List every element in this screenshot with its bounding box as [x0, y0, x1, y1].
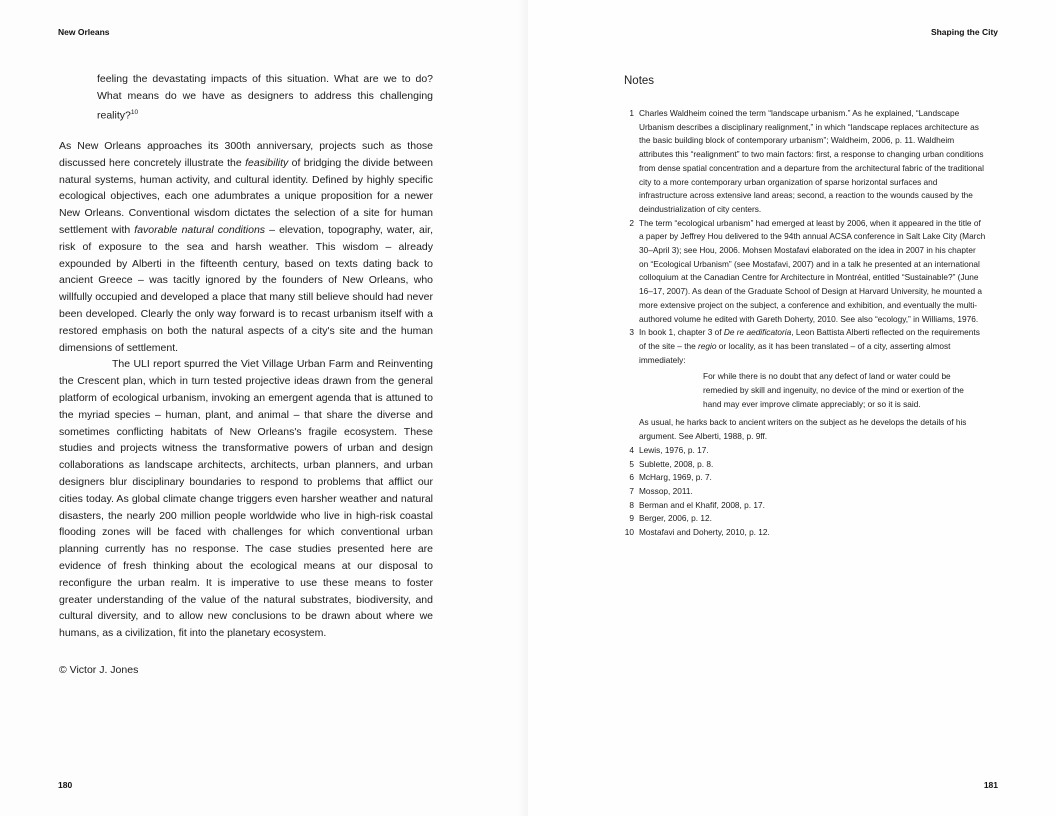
emphasis: regio [698, 340, 717, 351]
text-run: – elevation, topography, water, air, risk of exposure to the sea and harsh weather. This wisdom – already expounded by Alberti in the fifteenth century, based on texts dating back to ancient Greece – was tacitly ignored by the founders of New Orleans, who willfully occupied and developed a place that many still believe should had never been developed. Clearly the only way forward is to recast urbanism itself with a restored emphasis on both the natural aspects of a city's site and the human dimensions of settlement. [59, 223, 433, 354]
endnote-ref: 10 [130, 108, 139, 116]
note-text: Mossop, 2011. [639, 485, 693, 496]
note-item [624, 471, 986, 485]
note-number: 10 [624, 527, 634, 538]
text-run: In book 1, chapter 3 of [639, 327, 724, 338]
text-run: , Leon Battista Alberti reflected on the requirements of the site – the [639, 327, 980, 351]
text-run: As New Orleans approaches its 300th anniversary, projects such as those discussed here concretely illustrate the [59, 140, 433, 169]
note-number: 7 [629, 485, 634, 496]
running-head-right: Shaping the City [930, 27, 998, 37]
emphasis: favorable natural conditions [134, 223, 266, 236]
text-run: or locality, as it has been translated – of a city, asserting almost immediately: [639, 340, 951, 365]
note-text: Sublette, 2008, p. 8. [639, 458, 714, 469]
note-text [639, 326, 986, 367]
note-item [624, 526, 986, 540]
note-text: As usual, he harks back to ancient writers on the subject as he develops the details of his argument. See Alberti, 1988, p. 9ff. [639, 417, 967, 442]
block-quote-text: feeling the devastating impacts of this situation. What are we to do? What means do we have as designers to address this challenging reality? [97, 73, 433, 122]
emphasis: feasibility [245, 156, 289, 169]
notes-heading: Notes [624, 75, 655, 87]
note-number: 5 [629, 458, 634, 469]
note-number: 3 [629, 327, 634, 338]
note-text: Lewis, 1976, p. 17. [639, 444, 709, 455]
note-number: 6 [629, 472, 634, 483]
note-number: 9 [629, 513, 634, 524]
page-number-left: 180 [58, 780, 73, 790]
note-item [624, 326, 986, 444]
note-text: Mostafavi and Doherty, 2010, p. 12. [639, 527, 770, 538]
note-text: McHarg, 1969, p. 7. [639, 472, 712, 483]
note-text: Berman and el Khafif, 2008, p. 17. [639, 499, 765, 510]
paragraph: The ULI report spurred the Viet Village Urban Farm and Reinventing the Crescent plan, which in turn tested projective ideas drawn from the general platform of ecological urbanism, invoking an emergent agenda that is attuned to the myriad species – human, plant, and animal – that share the diverse and sometimes conflicting habitats of New Orleans's fragile ecosystem. These studies and projects witness the transformative powers of urban and design collaborations as landscape architects, architects, urban planners, and urban designers blur disciplinary boundaries to respond to problems that afflict our cities today. As global climate change triggers even harsher weather and natural disasters, the nearly 200 million people worldwide who live in high-risk coastal flooding zones will be faced with challenges for which conventional urban planning currently has no response. The case studies presented here are evidence of fresh thinking about the ecological means at our disposal to reconfigure the urban realm. It is imperative to use these means to foster greater understanding of the value of the natural substrates, biodiversity, and cultural diversity, and to allow new conclusions to be drawn about where we humans, as a civilization, fit into the planetary ecosystem. [59, 358, 433, 640]
block-quote [97, 71, 433, 124]
note-item [624, 485, 986, 499]
note-number: 2 [629, 217, 634, 228]
note-item [624, 444, 986, 458]
note-number: 8 [629, 499, 634, 510]
emphasis: De re aedificatoria [723, 327, 792, 338]
page-number-right: 181 [983, 780, 998, 790]
note-text: Charles Waldheim coined the term “landscape urbanism.” As he explained, “Landscape Urbanism describes a disciplinary realignment,” in which “landscape replaces architecture as the basic building block of contemporary urbanism”; Waldheim, 2006, p. 11. Waldheim attributes this “realignment” to two main factors: first, a response to changing urban conditions from dense spatial concentration and a departure from the architectural fabric of the traditional city to a more contemporary urban organization of sparse horizontal surfaces and infrastructure across extensive land areas; second, a reaction to the wounds caused by the deindustrialization of city centers. [639, 108, 984, 214]
note-item [624, 107, 986, 217]
paragraph [59, 138, 433, 356]
note-number: 4 [629, 444, 634, 455]
image-credit: © Victor J. Jones [59, 664, 139, 676]
note-item [624, 458, 986, 472]
notes-list [624, 107, 986, 540]
note-text: Berger, 2006, p. 12. [639, 513, 712, 524]
note-item [624, 499, 986, 513]
text-run: of bridging the divide between natural systems, human activity, and cultural identity. Defined by highly specific ecological objectives, each one adumbrates a unique proposition for a newer New Orleans. Conventional wisdom dictates the selection of a site for human settlement with [59, 156, 433, 236]
body-text [59, 138, 433, 642]
note-item [624, 217, 986, 327]
note-quote: For while there is no doubt that any defect of land or water could be remedied by skill and ingenuity, no device of the mind or exertion of the hand may ever improve climate appreciably; or so it is said. [703, 371, 964, 409]
note-number: 1 [629, 108, 634, 118]
note-text: The term “ecological urbanism” had emerged at least by 2006, when it appeared in the title of a paper by Jeffrey Hou delivered to the 94th annual ACSA conference in Salt Lake City (March 30–April 3); see Hou, 2006. Mohsen Mostafavi elaborated on the idea in 2007 in his chapter on “Ecological Urbanism” (see Mostafavi, 2007) and in a talk he presented at an international colloquium at the Canadian Centre for Architecture in Montréal, entitled “Sustainable?” (June 16–17, 2007). As dean of the Graduate School of Design at Harvard University, he mounted a more extensive project on the subject, a conference and exhibition, and eventually the multi-authored volume he edited with Gareth Doherty, 2010. See also “ecology,” in Williams, 1976. [639, 217, 986, 324]
running-head-left: New Orleans [58, 27, 110, 37]
note-item [624, 512, 986, 526]
